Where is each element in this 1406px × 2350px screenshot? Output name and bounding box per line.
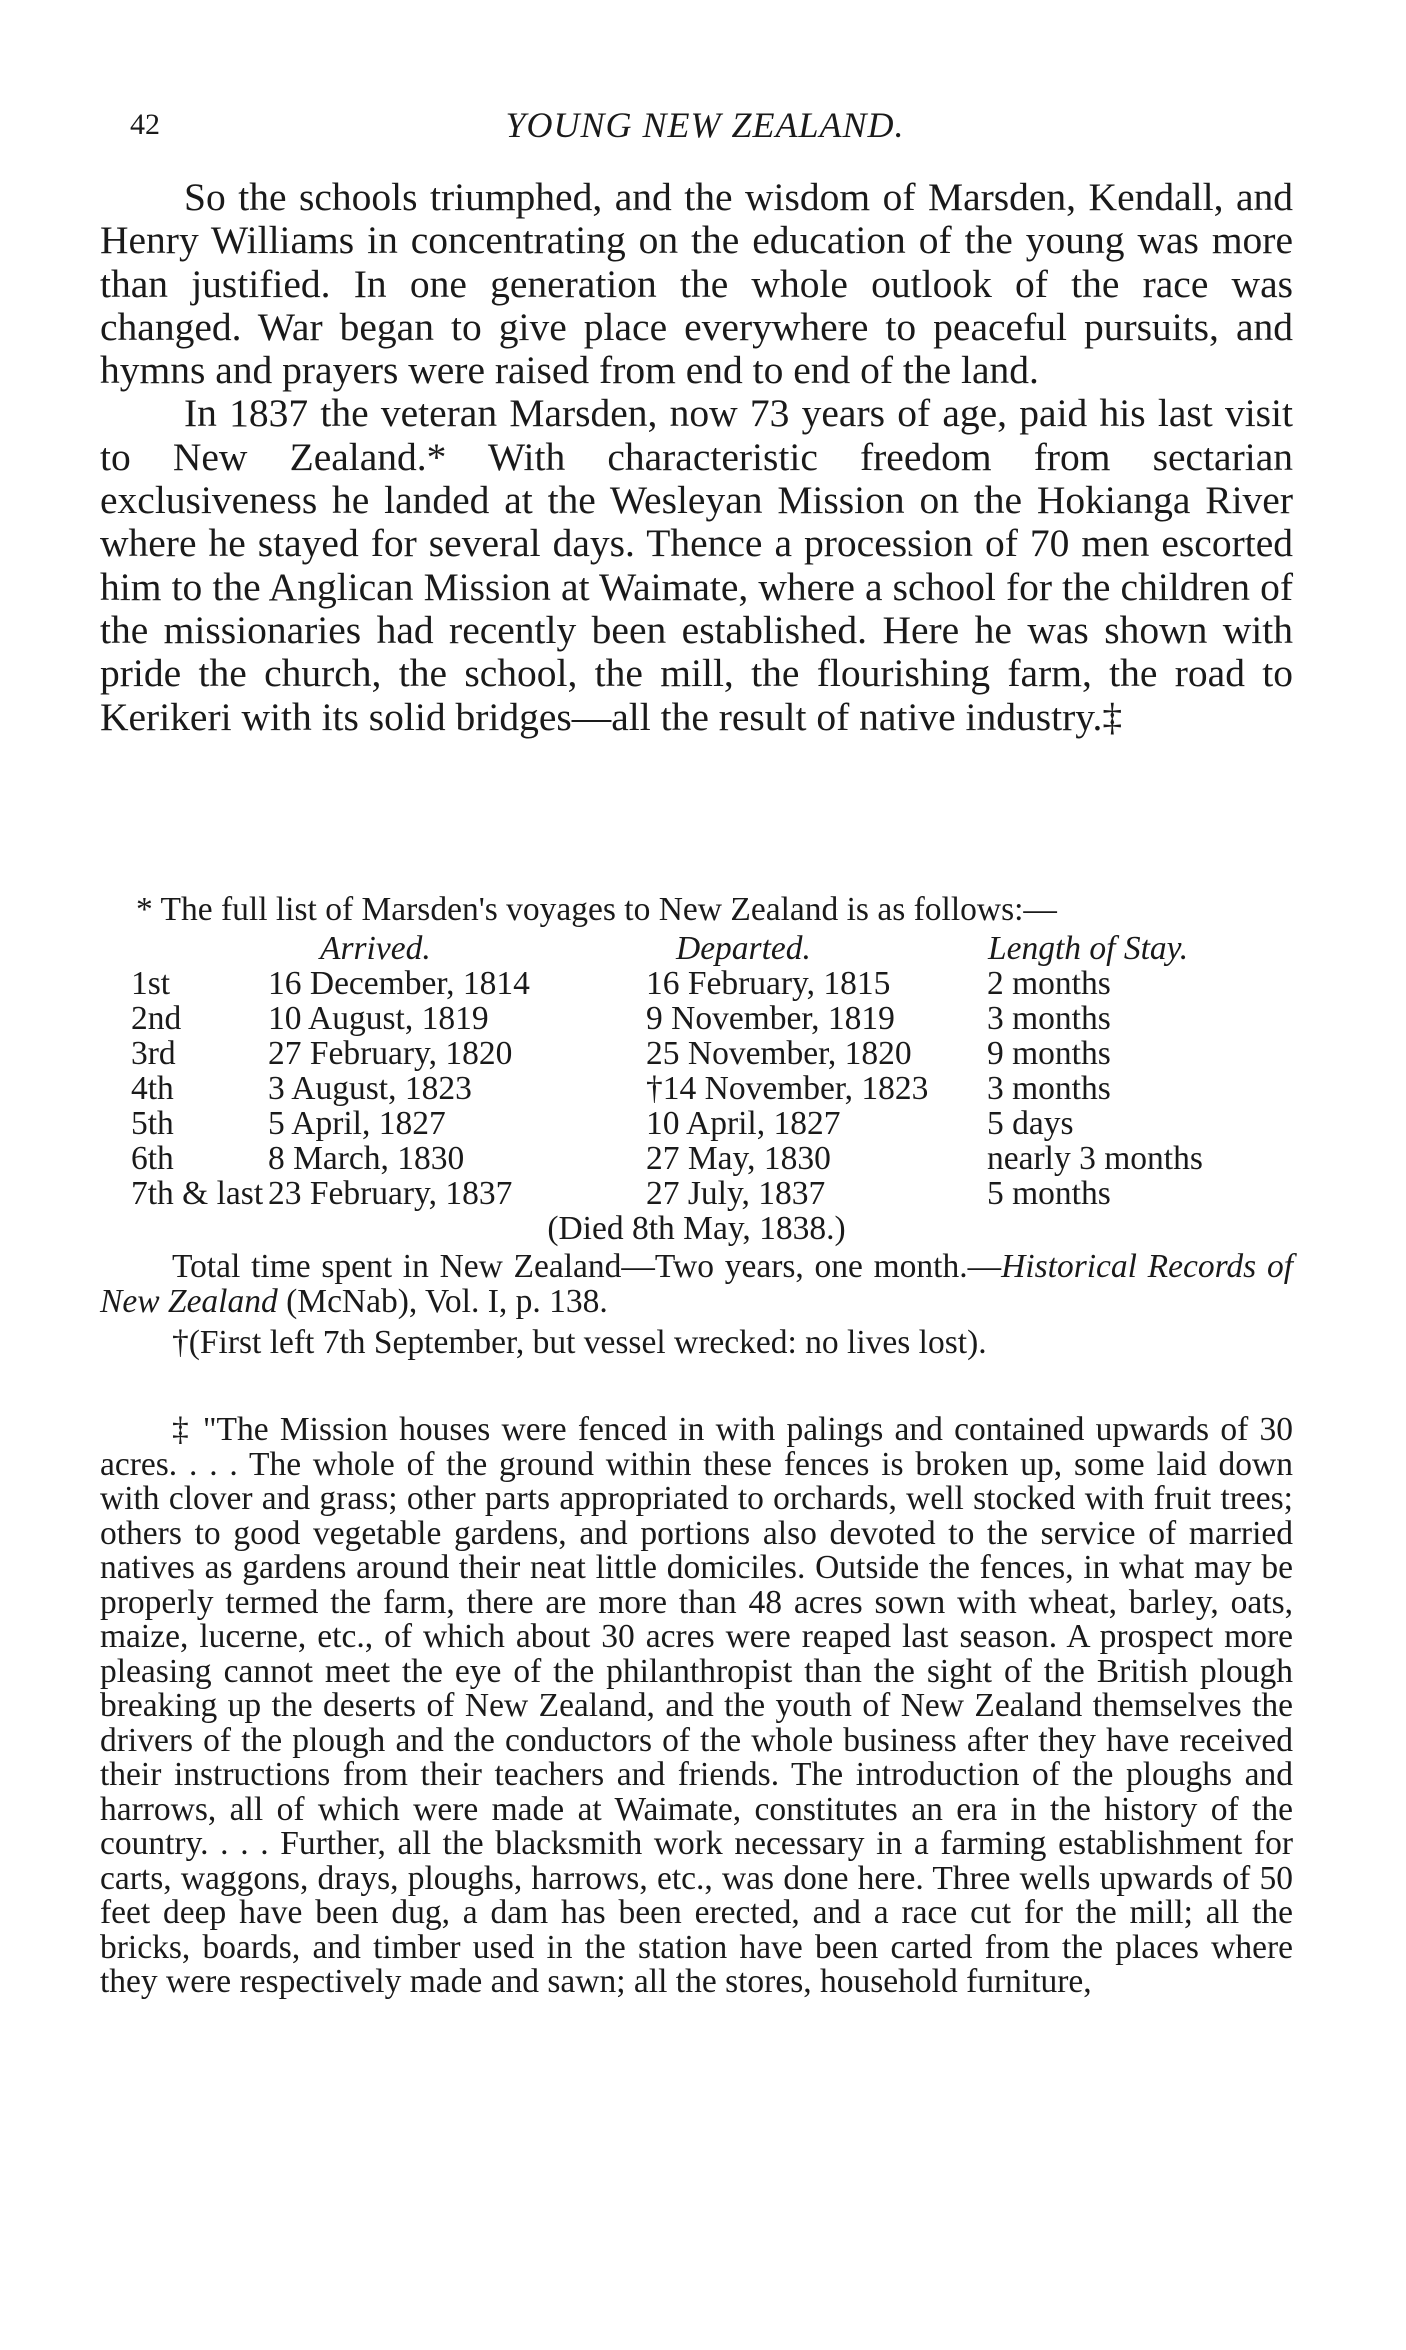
voyage-number: 7th & last bbox=[131, 1175, 264, 1212]
voyage-row bbox=[100, 1141, 1293, 1176]
voyage-number: 4th bbox=[131, 1070, 174, 1107]
voyage-length: 9 months bbox=[987, 1035, 1111, 1072]
running-head: YOUNG NEW ZEALAND. bbox=[505, 105, 905, 145]
voyage-number: 3rd bbox=[131, 1035, 176, 1072]
voyage-row bbox=[100, 1071, 1293, 1106]
total-text: Total time spent in New Zealand—Two years, one month.— bbox=[172, 1248, 1002, 1285]
voyage-departed: †14 November, 1823 bbox=[646, 1070, 929, 1107]
voyage-row bbox=[100, 1001, 1293, 1036]
voyage-number: 6th bbox=[131, 1140, 174, 1177]
voyages-table bbox=[100, 931, 1293, 1211]
footnote-dagger: †(First left 7th September, but vessel wrecked: no lives lost). bbox=[172, 1324, 987, 1361]
voyage-arrived: 16 December, 1814 bbox=[268, 965, 530, 1002]
footnote-mission bbox=[100, 1413, 1293, 2000]
voyage-length: 3 months bbox=[987, 1070, 1111, 1107]
voyage-departed: 9 November, 1819 bbox=[646, 1000, 895, 1037]
col-header-arrived: Arrived. bbox=[320, 930, 431, 967]
voyage-departed: 25 November, 1820 bbox=[646, 1035, 912, 1072]
body-paragraph: In 1837 the veteran Marsden, now 73 years of age, paid his last visit to New Zealand.* With characteristic freedom from sectarian exclusiveness he landed at the Wesleyan Mission on the Hokianga River where he stayed for several days. Thence a procession of 70 men escorted him to the Anglican Mission at Waimate, where a school for the children of the missionaries had recently been established. Here he was shown with pride the church, the school, the mill, the flourishing farm, the road to Kerikeri with its solid bridges—all the result of native industry.‡ bbox=[100, 391, 1293, 739]
voyage-row bbox=[100, 1106, 1293, 1141]
voyage-length: 5 months bbox=[987, 1175, 1111, 1212]
voyage-departed: 10 April, 1827 bbox=[646, 1105, 841, 1142]
voyage-number: 5th bbox=[131, 1105, 174, 1142]
voyage-arrived: 27 February, 1820 bbox=[268, 1035, 513, 1072]
voyage-arrived: 3 August, 1823 bbox=[268, 1070, 472, 1107]
voyage-length: 3 months bbox=[987, 1000, 1111, 1037]
voyages-header-row bbox=[100, 931, 1293, 966]
voyage-length: 5 days bbox=[987, 1105, 1074, 1142]
col-header-length: Length of Stay. bbox=[988, 930, 1189, 967]
voyage-number: 2nd bbox=[131, 1000, 182, 1037]
voyage-length: nearly 3 months bbox=[987, 1140, 1203, 1177]
voyage-number: 1st bbox=[131, 965, 171, 1002]
source-citation: (McNab), Vol. I, p. 138. bbox=[277, 1283, 608, 1320]
voyage-row bbox=[100, 1176, 1293, 1211]
source-title: Historical Records of New Zealand bbox=[100, 1248, 1293, 1320]
footnote-voyages bbox=[100, 891, 1293, 1361]
footnote-intro: * The full list of Marsden's voyages to New Zealand is as follows:— bbox=[136, 891, 1057, 928]
voyage-departed: 16 February, 1815 bbox=[646, 965, 891, 1002]
voyage-arrived: 10 August, 1819 bbox=[268, 1000, 489, 1037]
voyage-arrived: 8 March, 1830 bbox=[268, 1140, 465, 1177]
body-paragraph: So the schools triumphed, and the wisdom of Marsden, Kendall, and Henry Williams in concentrating on the education of the young was more than justified. In one generation the whole outlook of the race was changed. War began to give place everywhere to peaceful pursuits, and hymns and prayers were raised from end to end of the land. bbox=[100, 175, 1293, 393]
voyage-arrived: 23 February, 1837 bbox=[268, 1175, 513, 1212]
page-header bbox=[130, 100, 1280, 150]
died-note: (Died 8th May, 1838.) bbox=[547, 1210, 846, 1247]
voyage-arrived: 5 April, 1827 bbox=[268, 1105, 446, 1142]
footnote-mission-text: ‡ "The Mission houses were fenced in with palings and contained upwards of 30 acres. . . . The whole of the ground within these fences is broken up, some laid down with clover and grass; other parts appropriated to orchards, well stocked with fruit trees; others to good vegetable gardens, and portions also devoted to the service of married natives as gardens around their neat little domiciles. Outside the fences, in what may be properly termed the farm, there are more than 48 acres sown with wheat, barley, oats, maize, lucerne, etc., of which about 30 acres were reaped last season. A prospect more pleasing cannot meet the eye of the philanthropist than the sight of the British plough breaking up the deserts of New Zealand, and the youth of New Zealand themselves the drivers of the plough and the conductors of the whole business after they have received their instructions from their teachers and friends. The introduction of the ploughs and harrows, all of which were made at Waimate, constitutes an era in the history of the country. . . . Further, all the blacksmith work necessary in a farming establishment for carts, waggons, drays, ploughs, harrows, etc., was done here. Three wells upwards of 50 feet deep have been dug, a dam has been erected, and a race cut for the mill; all the bricks, boards, and timber used in the station have been carted from the places where they were respectively made and sawn; all the stores, household furniture, bbox=[100, 1411, 1293, 2000]
voyage-row bbox=[100, 966, 1293, 1001]
voyage-row bbox=[100, 1036, 1293, 1071]
page-number: 42 bbox=[130, 108, 160, 141]
body-text bbox=[100, 176, 1293, 739]
total-time-note bbox=[100, 1249, 1293, 1319]
col-header-departed: Departed. bbox=[676, 930, 811, 967]
voyage-departed: 27 May, 1830 bbox=[646, 1140, 831, 1177]
voyage-length: 2 months bbox=[987, 965, 1111, 1002]
voyage-departed: 27 July, 1837 bbox=[646, 1175, 826, 1212]
